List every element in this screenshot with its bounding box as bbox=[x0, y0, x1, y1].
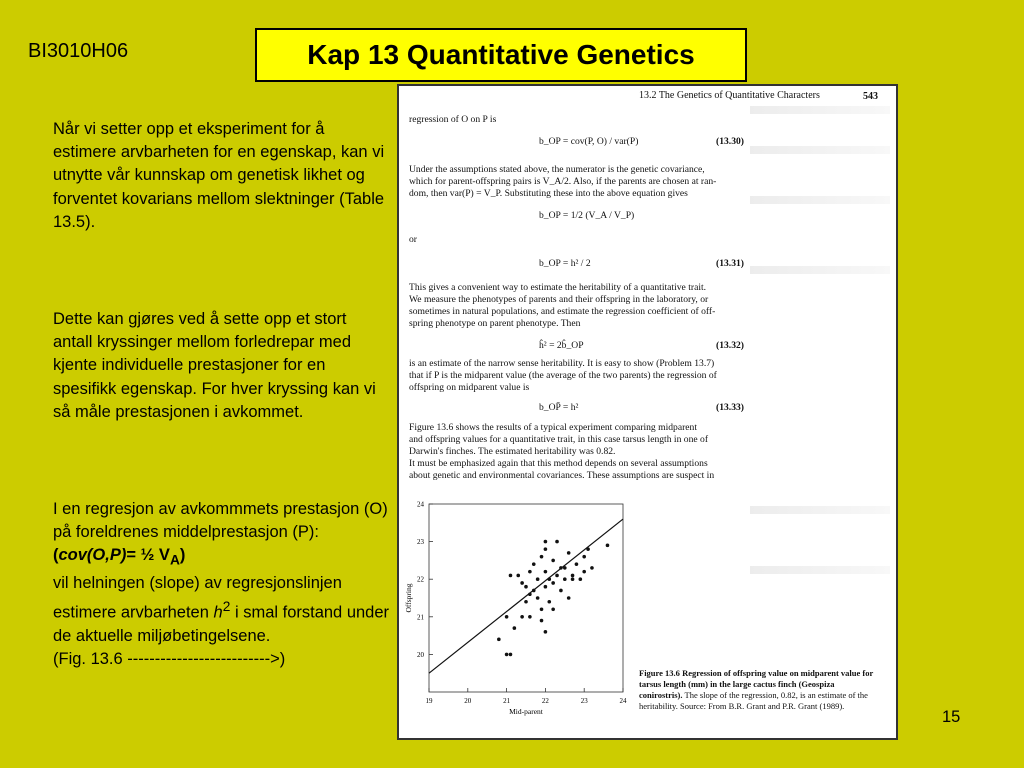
bleed-through bbox=[750, 146, 890, 154]
formula-eq: = ½ V bbox=[126, 546, 170, 565]
paragraph-1 bbox=[53, 118, 388, 234]
text-line: is an estimate of the narrow sense heritability. It is easy to show (Problem 13.7) bbox=[409, 358, 715, 369]
y-tick-label: 22 bbox=[417, 575, 424, 584]
formula-cov: cov(O,P) bbox=[58, 546, 127, 565]
data-point bbox=[555, 574, 559, 578]
data-point bbox=[509, 653, 513, 657]
regression-line bbox=[429, 519, 623, 673]
bleed-through bbox=[750, 566, 890, 574]
slide-title-text: Kap 13 Quantitative Genetics bbox=[307, 39, 695, 70]
equation: b_OP = cov(P, O) / var(P) bbox=[539, 136, 639, 147]
text-line: sometimes in natural populations, and estimate the regression coefficient of off- bbox=[409, 306, 716, 317]
slide-title bbox=[255, 28, 747, 82]
y-tick-label: 20 bbox=[417, 650, 424, 659]
textbook-page-image bbox=[397, 84, 898, 740]
data-point bbox=[547, 577, 551, 581]
paragraph-3-after: vil helningen (slope) av regresjonslinjen estimere arvbarheten bbox=[53, 573, 342, 622]
data-point bbox=[505, 615, 509, 619]
bleed-through bbox=[750, 506, 890, 514]
data-point bbox=[509, 574, 513, 578]
x-tick-label: 19 bbox=[425, 697, 433, 705]
data-point bbox=[536, 577, 540, 581]
paragraph-3-end: i smal forstand under de aktuelle miljøbetingelsene. bbox=[53, 603, 390, 645]
x-tick-label: 22 bbox=[541, 697, 549, 705]
text-line: which for parent-offspring pairs is V_A/2. Also, if the parents are chosen at ran- bbox=[409, 176, 717, 187]
data-point bbox=[532, 562, 536, 566]
x-tick-label: 21 bbox=[503, 697, 511, 705]
data-point bbox=[540, 607, 544, 611]
data-point bbox=[497, 638, 501, 642]
equation-number: (13.32) bbox=[716, 340, 744, 351]
text-line: regression of O on P is bbox=[409, 114, 497, 125]
data-point bbox=[540, 619, 544, 623]
figure-reference: (Fig. 13.6 -------------------------->) bbox=[53, 650, 286, 669]
y-axis-label: Offspring bbox=[404, 583, 413, 613]
x-axis-label: Mid-parent bbox=[509, 707, 543, 716]
data-point bbox=[524, 585, 528, 589]
data-point bbox=[528, 570, 532, 574]
equation-number: (13.31) bbox=[716, 258, 744, 269]
data-point bbox=[528, 592, 532, 596]
data-point bbox=[559, 589, 563, 593]
equation: b_OP = h² / 2 bbox=[539, 258, 591, 269]
running-head: 13.2 The Genetics of Quantitative Characters bbox=[639, 90, 820, 101]
x-tick-label: 23 bbox=[580, 697, 588, 705]
data-point bbox=[579, 577, 583, 581]
data-point bbox=[544, 630, 548, 634]
bleed-through bbox=[750, 196, 890, 204]
y-tick-label: 23 bbox=[417, 538, 424, 547]
formula-open: ( bbox=[53, 546, 59, 565]
data-point bbox=[551, 581, 555, 585]
formula-sub: A bbox=[169, 552, 180, 568]
equation-number: (13.30) bbox=[716, 136, 744, 147]
caption-figure-label: Figure 13.6 bbox=[639, 668, 680, 678]
data-point bbox=[571, 574, 575, 578]
data-point bbox=[528, 615, 532, 619]
y-tick-label: 24 bbox=[417, 500, 424, 509]
data-point bbox=[555, 540, 559, 544]
figure-caption bbox=[639, 668, 879, 712]
data-point bbox=[563, 577, 567, 581]
text-line: This gives a convenient way to estimate the heritability of a quantitative trait. bbox=[409, 282, 707, 293]
paragraph-3 bbox=[53, 498, 393, 671]
data-point bbox=[544, 570, 548, 574]
text-line: dom, then var(P) = V_P. Substituting these into the above equation gives bbox=[409, 188, 688, 199]
equation: ĥ² = 2b̂_OP bbox=[539, 340, 584, 351]
text-line: spring phenotype on parent phenotype. Then bbox=[409, 318, 581, 329]
text-line: offspring on midparent value is bbox=[409, 382, 530, 393]
equation: b_OP = 1/2 (V_A / V_P) bbox=[539, 210, 635, 221]
paragraph-1-text: Når vi setter opp et eksperiment for å estimere arvbarheten for en egenskap, kan vi utnytte vår kunnskap om genetisk likhet og forventet kovarians mellom slektninger (Table 13.5). bbox=[53, 120, 385, 231]
data-point bbox=[532, 589, 536, 593]
data-point bbox=[551, 607, 555, 611]
paragraph-3-intro: I en regresjon av avkommmets prestasjon (O) på foreldrenes middelprestasjon (P): bbox=[53, 500, 388, 542]
text-line: Darwin's finches. The estimated heritability was 0.82. bbox=[409, 446, 616, 457]
scatter-plot bbox=[401, 490, 661, 730]
h-symbol: h bbox=[213, 603, 223, 622]
data-point bbox=[540, 555, 544, 559]
data-point bbox=[536, 596, 540, 600]
bleed-through bbox=[750, 106, 890, 114]
data-point bbox=[516, 574, 520, 578]
slide-number: 15 bbox=[942, 708, 961, 726]
caption-body: The slope of the regression, 0.82, is an estimate of the heritability. Source: From B.R. Grant and P.R. Grant (1989). bbox=[639, 690, 868, 711]
data-point bbox=[513, 626, 517, 630]
data-point bbox=[505, 653, 509, 657]
data-point bbox=[551, 559, 555, 563]
or-label: or bbox=[409, 234, 417, 245]
formula-close: ) bbox=[179, 546, 186, 565]
data-point bbox=[567, 596, 571, 600]
data-point bbox=[571, 577, 575, 581]
data-point bbox=[544, 547, 548, 551]
data-point bbox=[606, 544, 610, 548]
y-tick-label: 21 bbox=[417, 613, 424, 622]
data-point bbox=[582, 555, 586, 559]
course-code: BI3010H06 bbox=[28, 40, 129, 62]
data-point bbox=[559, 566, 563, 570]
text-line: Under the assumptions stated above, the numerator is the genetic covariance, bbox=[409, 164, 705, 175]
text-line: that if P is the midparent value (the average of the two parents) the regression of bbox=[409, 370, 717, 381]
data-point bbox=[582, 570, 586, 574]
data-point bbox=[567, 551, 571, 555]
data-point bbox=[520, 581, 524, 585]
data-point bbox=[520, 615, 524, 619]
text-line: We measure the phenotypes of parents and their offspring in the laboratory, or bbox=[409, 294, 709, 305]
paragraph-2: Dette kan gjøres ved å sette opp et stort antall kryssinger mellom forledrepar med kjente individuelle prestasjoner for en spesifikk egenskap. For hver kryssing kan vi så måle prestasjonen i avkommet. bbox=[53, 310, 376, 421]
plot-frame bbox=[429, 504, 623, 692]
x-tick-label: 20 bbox=[464, 697, 472, 705]
text-line: and offspring values for a quantitative trait, in this case tarsus length in one of bbox=[409, 434, 709, 445]
equation: b_OP̄ = h² bbox=[539, 402, 579, 413]
text-line: It must be emphasized again that this method depends on several assumptions bbox=[409, 458, 708, 469]
data-point bbox=[524, 600, 528, 604]
h-superscript: 2 bbox=[222, 599, 231, 615]
data-point bbox=[544, 585, 548, 589]
formula bbox=[53, 546, 186, 568]
x-tick-label: 24 bbox=[619, 697, 627, 705]
data-point bbox=[575, 562, 579, 566]
text-line: about genetic and environmental covariances. These assumptions are suspect in bbox=[409, 470, 715, 481]
equation-number: (13.33) bbox=[716, 402, 744, 413]
text-line: Figure 13.6 shows the results of a typical experiment comparing midparent bbox=[409, 422, 698, 433]
data-point bbox=[590, 566, 594, 570]
bleed-through bbox=[750, 266, 890, 274]
data-point bbox=[547, 600, 551, 604]
data-point bbox=[563, 566, 567, 570]
data-point bbox=[544, 540, 548, 544]
data-point bbox=[586, 547, 590, 551]
caption-title: Regression of offspring value on midparent value for tarsus length (mm) in the large cactus finch (Geospiza conirostris). bbox=[639, 668, 874, 700]
book-page-number: 543 bbox=[863, 91, 878, 102]
